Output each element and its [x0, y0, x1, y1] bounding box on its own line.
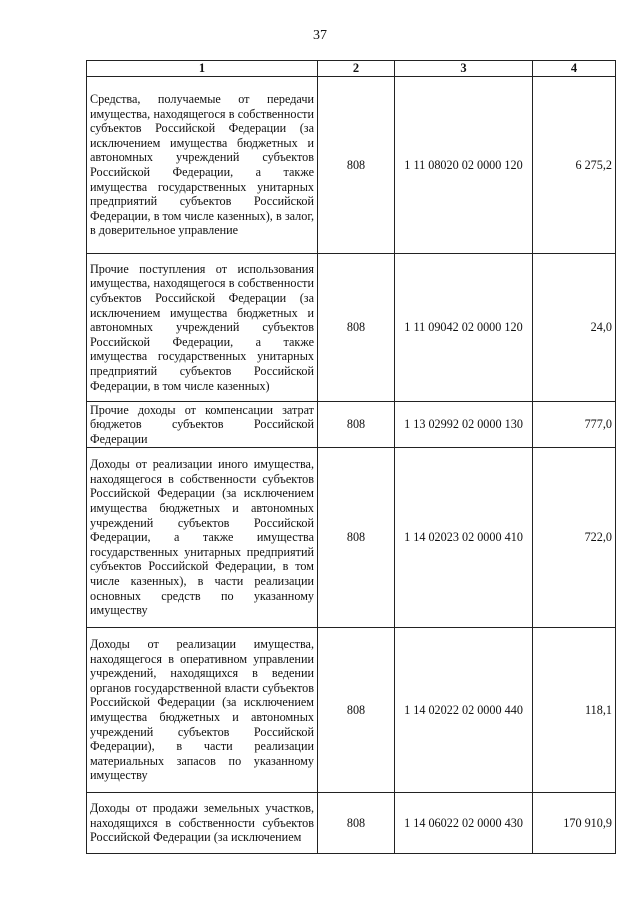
administrator-code: 808 — [318, 448, 395, 628]
administrator-code: 808 — [318, 628, 395, 793]
table-row — [87, 254, 616, 402]
income-description: Доходы от реализации иного имущества, находящегося в собственности субъектов Российской Федерации (за исключением имущества бюджетных и автономных учреждений субъектов Российской Федерации, а также имущества государственных унитарных предприятий субъектов Российской Федерации, в том числе казенных), в части реализации основных средств по указанному имуществу — [87, 448, 318, 628]
administrator-code: 808 — [318, 254, 395, 402]
amount: 722,0 — [533, 448, 616, 628]
administrator-code: 808 — [318, 402, 395, 448]
budget-classification-code: 1 14 06022 02 0000 430 — [395, 793, 533, 854]
table-row — [87, 402, 616, 448]
income-description: Прочие поступления от использования имущества, находящегося в собственности субъектов Российской Федерации (за исключением имущества бюджетных и автономных учреждений субъектов Российской Федерации, а также имущества государственных унитарных предприятий субъектов Российской Федерации, в том числе казенных) — [87, 254, 318, 402]
budget-classification-code: 1 14 02022 02 0000 440 — [395, 628, 533, 793]
table-row — [87, 77, 616, 254]
amount: 24,0 — [533, 254, 616, 402]
income-description: Доходы от реализации имущества, находящегося в оперативном управлении учреждений, находящихся в ведении органов государственной власти субъектов Российской Федерации (за исключением имущества бюджетных и автономных учреждений субъектов Российской Федерации), в части реализации материальных запасов по указанному имуществу — [87, 628, 318, 793]
column-header-4: 4 — [533, 61, 616, 77]
table-row — [87, 793, 616, 854]
table-row — [87, 448, 616, 628]
revenue-table — [86, 60, 616, 854]
table-header-row — [87, 61, 616, 77]
amount: 170 910,9 — [533, 793, 616, 854]
budget-classification-code: 1 11 09042 02 0000 120 — [395, 254, 533, 402]
administrator-code: 808 — [318, 793, 395, 854]
income-description: Прочие доходы от компенсации затрат бюджетов субъектов Российской Федерации — [87, 402, 318, 448]
amount: 777,0 — [533, 402, 616, 448]
budget-classification-code: 1 11 08020 02 0000 120 — [395, 77, 533, 254]
administrator-code: 808 — [318, 77, 395, 254]
amount: 118,1 — [533, 628, 616, 793]
amount: 6 275,2 — [533, 77, 616, 254]
budget-classification-code: 1 14 02023 02 0000 410 — [395, 448, 533, 628]
column-header-1: 1 — [87, 61, 318, 77]
column-header-3: 3 — [395, 61, 533, 77]
column-header-2: 2 — [318, 61, 395, 77]
income-description: Доходы от продажи земельных участков, находящихся в собственности субъектов Российской Федерации (за исключением — [87, 793, 318, 854]
table-row — [87, 628, 616, 793]
budget-classification-code: 1 13 02992 02 0000 130 — [395, 402, 533, 448]
income-description: Средства, получаемые от передачи имущества, находящегося в собственности субъектов Российской Федерации (за исключением имущества бюджетных и автономных учреждений субъектов Российской Федерации, а также имущества государственных унитарных предприятий субъектов Российской Федерации, в том числе казенных), в залог, в доверительное управление — [87, 77, 318, 254]
page-number: 37 — [313, 28, 327, 43]
